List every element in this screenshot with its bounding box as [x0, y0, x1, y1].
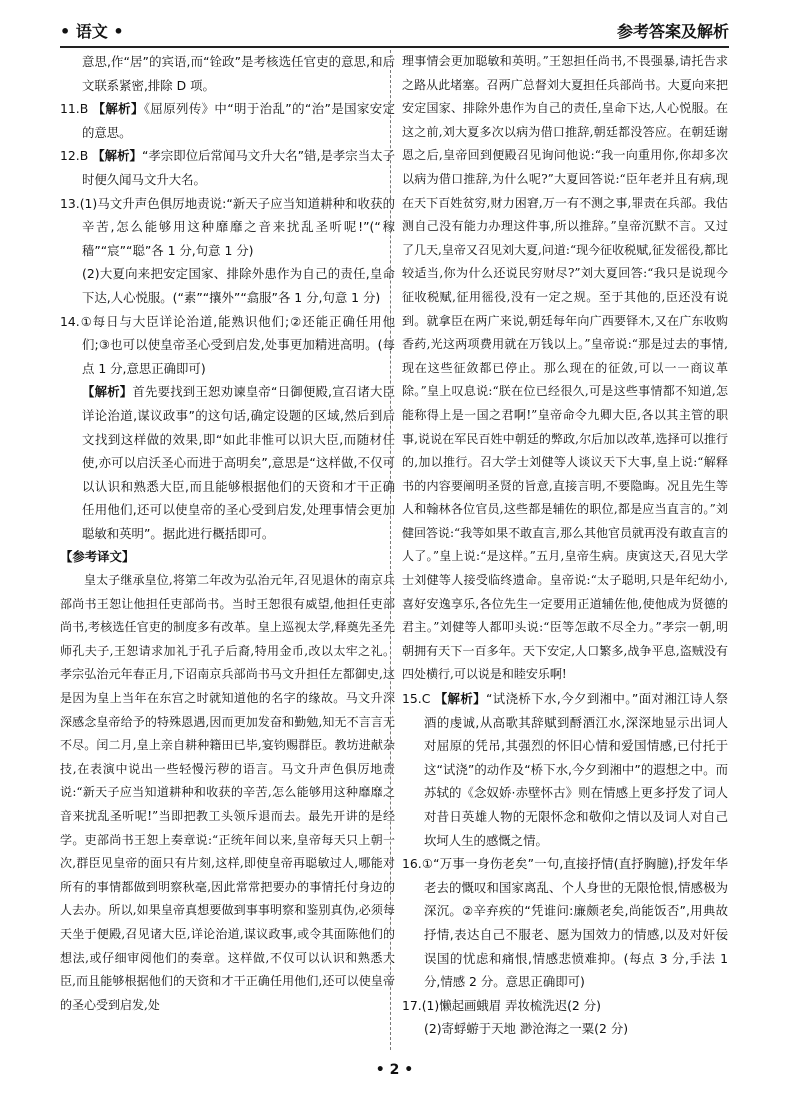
answer-16: 16.①“万事一身伤老矣”一句,直接抒情(直抒胸臆),抒发年华老去的慨叹和国家离乱、个人身世的无限怆恨,情感极为深沉。②辛弃疾的“凭谁问:廉颇老矣,尚能饭否”,用典故抒情,表达自己不服老、愿为国效力的情感,以及对奸佞误国的忧虑和痛恨,情感悲愤难抑。(每点 3 分,手法 1 分,情感 2 分。意思正确即可)	[402, 856, 728, 990]
analysis-tag: 【解析】	[92, 148, 142, 164]
section-title: 参考答案及解析	[616, 22, 729, 41]
answer-11-text: 《屈原列传》中“明于治乱”的“治”是国家安定的意思。	[82, 101, 395, 140]
reference-translation-part1: 皇太子继承皇位,将第二年改为弘治元年,召见退休的南京兵部尚书王恕让他担任吏部尚书。当时王恕很有威望,他担任吏部尚书,考核选任官吏的制度多有改革。皇上巡视太学,释奠先圣先师孔夫子,王恕请求加礼于孔子后裔,特用金币,改以太牢之礼。孝宗弘治元年春正月,下诏南京兵部尚书马文升担任左都御史,这是因为皇上当年在东宫之时就知道他的名字的缘故。马文升深深感念皇帝给予的特殊恩遇,因而更加发奋和勤勉,知无不言言无不尽。闰二月,皇上亲自耕种籍田已毕,宴钧赐群臣。教坊进献杂技,在表演中说出一些轻慢污秽的语言。马文升声色俱厉地责说:“新天子应当知道耕种和收获的辛苦,怎么能够用这种靡靡之音来扰乱圣听呢!”当即把教工头领斥退而去。最先开讲的是经学。吏部尚书王恕上奏章说:“正统年间以来,皇帝每天只上朝一次,群臣见皇帝的面只有片刻,这样,即使皇帝再聪敏过人,哪能对所有的事情都做到明察秋毫,因此常常把要办的事情托付身边的人去办。所以,如果皇帝真想要做到事事明察和鉴别真伪,必须每天坐于便殿,召见诸大臣,详论治道,谋议政事,或令其面陈他们的想法,或仔细审阅他们的奏章。这样做,不仅可以认识和熟悉大臣,而且能够根据他们的天资和才干正确任用他们,还可以使皇帝的圣心受到启发,处	[60, 573, 395, 1012]
page-header	[60, 14, 729, 42]
answer-11-num: 11.B	[60, 101, 89, 117]
answer-12	[60, 144, 395, 191]
answer-15-text: “试浇桥下水,今夕到湘中。”面对湘江诗人祭酒的虔诚,从高歌其辞赋到酹酒江水,深深地显示出词人对屈原的凭吊,其强烈的怀旧心情和爱国情感,已付托于这“试浇”的动作及“桥下水,今夕到湘中”的遐想之中。而苏轼的《念奴娇·赤壁怀古》则在情感上更多抒发了词人对昔日英雄人物的无限怀念和敬仰之情以及词人对自己坎坷人生的感慨之情。	[424, 691, 728, 848]
right-column	[402, 50, 728, 1041]
column-divider	[390, 50, 391, 1050]
answer-17-2: (2)寄蜉蝣于天地 渺沧海之一粟(2 分)	[424, 1021, 629, 1037]
answer-12-num: 12.B	[60, 148, 89, 164]
answer-15	[402, 687, 728, 852]
header-rule	[60, 46, 729, 48]
answer-17-1: 17.(1)懒起画蛾眉 弄妆梳洗迟(2 分)	[402, 997, 601, 1013]
answer-13-1: 13.(1)马文升声色俱厉地责说:“新天子应当知道耕种和收获的辛苦,怎么能够用这种靡靡之音来扰乱圣听呢!”(“稼穑”“宸”“聪”各 1 分,句意 1 分)	[60, 195, 395, 258]
answer-11	[60, 97, 395, 144]
left-column	[60, 50, 395, 1017]
reference-translation-heading: 【参考译文】	[60, 549, 135, 565]
reference-translation-part2: 理事情会更加聪敏和英明。”王恕担任尚书,不畏强暴,请托告求之路从此堵塞。召两广总督刘大夏担任兵部尚书。大夏向来把安定国家、排除外患作为自己的责任,皇命下达,人心悦服。在这之前,刘大夏多次以病为借口推辞,朝廷都没答应。在朝廷谢恩之后,皇帝回到便殿召见询问他说:“我一向重用你,你却多次以病为借口推辞,为什么呢?”大夏回答说:“臣年老并且有病,现在天下百姓贫穷,财力困窘,万一有不测之事,罪责在兵部。我估测自己没有能力办理这件事,所以推辞。”皇帝沉默不言。又过了几天,皇帝又召见刘大夏,问道:“现今征收税赋,征发徭役,都比较适当,你为什么还说民穷财尽?”刘大夏回答:“我只是说现今征收税赋,征用徭役,没有一定之规。至于其他的,臣还没有说到。就拿臣在两广来说,朝廷每年向广西要铎木,又在广东收购香药,光这两项费用就在万钱以上。”皇帝说:“那是过去的事情,现在这些征敛都已停止。那么现在的征敛,可以一一商议革除。”皇上叹息说:“朕在位已经很久,可是这些事情都不知道,怎能称得上是一国之君啊!”皇帝命令九卿大臣,各以其主管的职事,说说在军民百姓中朝廷的弊政,尔后加以改革,选择可以推行的,加以推行。召大学士刘健等人谈议天下大事,皇上说:“解释书的内容要阐明圣贤的旨意,直接言明,不要隐晦。况且先生等人和翰林各位官员,这些都是辅佐的职位,都是应当直言的。”刘健回答说:“我等如果不敢直言,那么其他官员就再没有敢直言的人了。”皇上说:“是这样。”五月,皇帝生病。庚寅这天,召见大学士刘健等人接受临终遗命。皇帝说:“太子聪明,只是年纪幼小,喜好安逸享乐,各位先生一定要用正道辅佐他,使他成为贤德的君主。”刘健等人都叩头说:“臣等怎敢不尽全力。”孝宗一朝,明朝拥有天下一百多年。天下安定,人口繁多,战争平息,盗贼没有四处横行,可以说是和睦安乐啊!	[402, 54, 728, 682]
answer-12-text: “孝宗即位后常闻马文升大名”错,是孝宗当太子时便久闻马文升大名。	[82, 148, 395, 187]
answer-14-analysis	[60, 380, 395, 545]
answer-13-2: (2)大夏向来把安定国家、排除外患作为自己的责任,皇命下达,人心悦服。(“素”“攘外”“翕服”各 1 分,句意 1 分)	[82, 266, 395, 305]
analysis-tag: 【解析】	[434, 691, 486, 707]
analysis-tag: 【解析】	[92, 101, 144, 117]
answer-14: 14.①每日与大臣详论治道,能熟识他们;②还能正确任用他们;③也可以使皇帝圣心受到启发,处事更加精进高明。(每点 1 分,意思正确即可)	[60, 313, 395, 376]
answer-14-analysis-text: 首先要找到王恕劝谏皇帝“日御便殿,宣召诸大臣详论治道,谋议政事”的这句话,确定设题的区域,然后到后文找到这样做的效果,即“如此非惟可以识大臣,而随材任使,亦可以启沃圣心而进于高明矣”,意思是“这样做,不仅可以认识和熟悉大臣,而且能够根据他们的天资和才干正确任用他们,还可以使皇帝的圣心受到启发,处理事情会更加聪敏和英明”。据此进行概括即可。	[82, 384, 395, 541]
q10-continuation: 意思,作“居”的宾语,而“铨政”是考核选任官吏的意思,和后文联系紧密,排除 D 项。	[82, 54, 395, 93]
analysis-tag: 【解析】	[82, 384, 133, 400]
subject-label: • 语文 •	[60, 22, 124, 41]
answer-15-num: 15.C	[402, 691, 431, 707]
page-number: • 2 •	[375, 1062, 414, 1078]
